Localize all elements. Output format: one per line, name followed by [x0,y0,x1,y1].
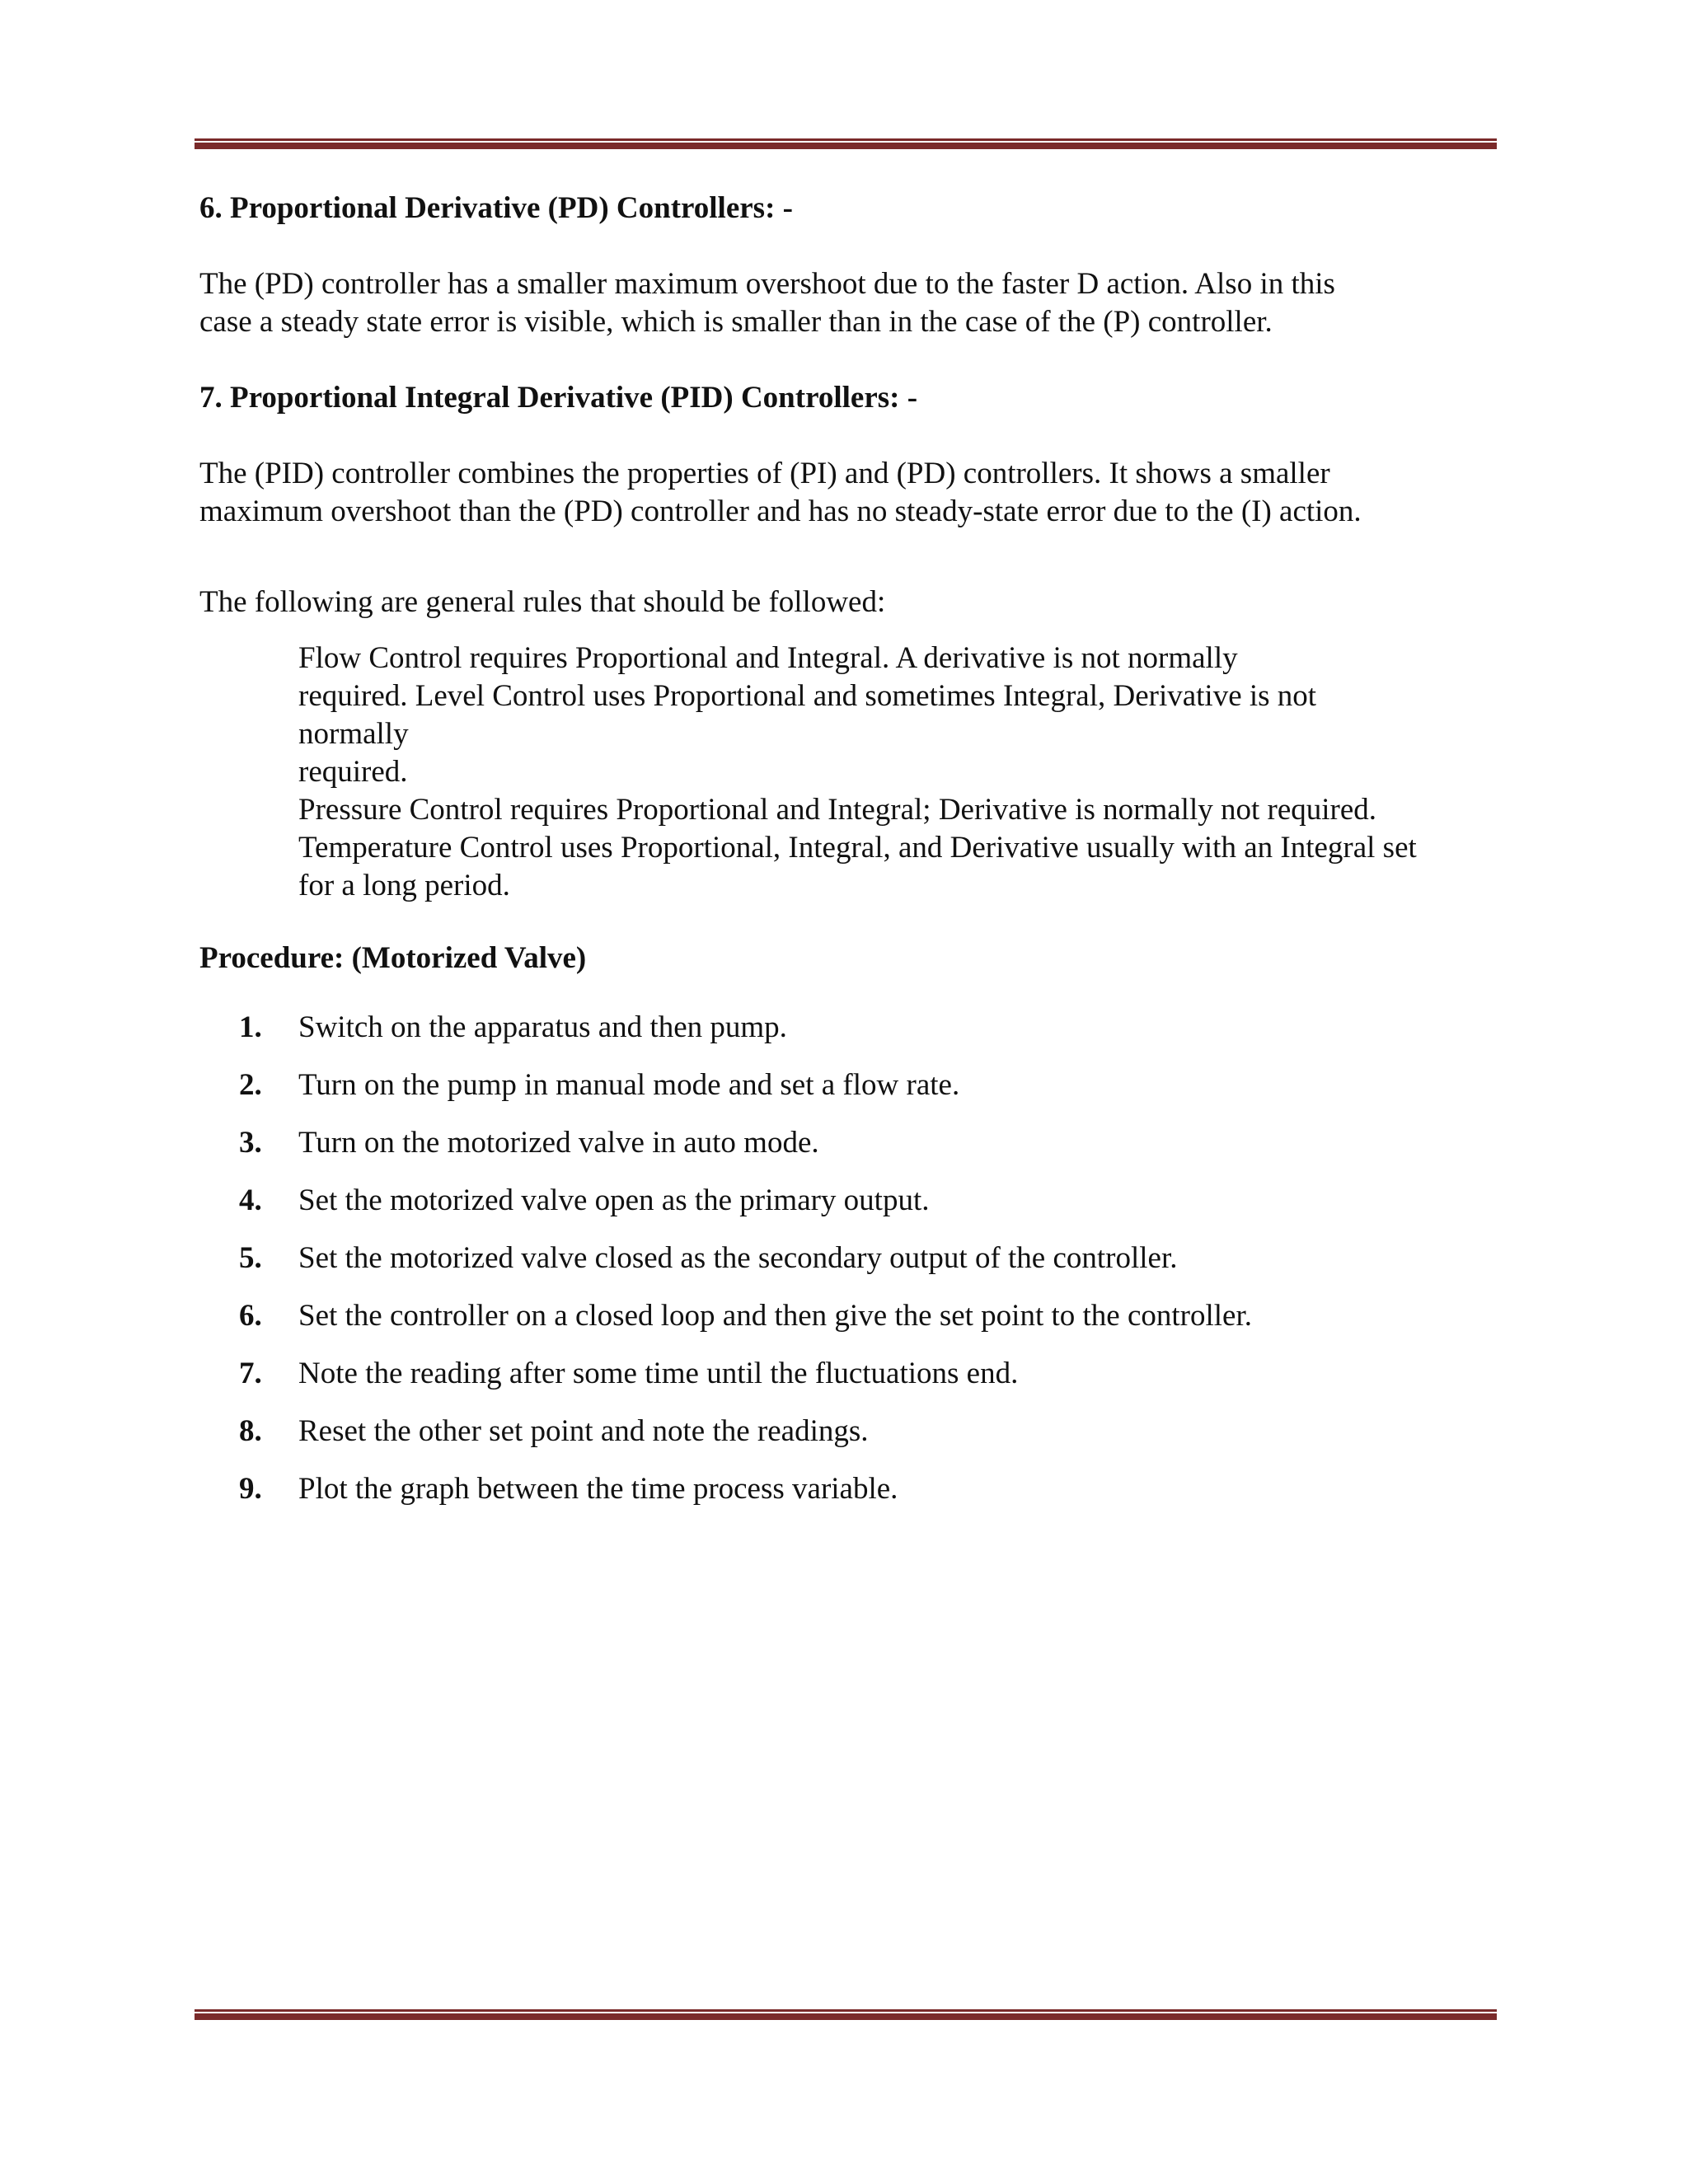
procedure-step [239,1355,1475,1413]
footer-rule-thick-line [195,2013,1497,2020]
procedure-step [239,1413,1475,1470]
step-number: 2. [239,1068,262,1102]
procedure-step [239,1470,1475,1528]
header-rule [195,138,1497,150]
step-text: Switch on the apparatus and then pump. [298,1010,787,1044]
general-rules-line-5: Pressure Control requires Proportional and Integral; Derivative is normally not required. [298,793,1377,827]
step-number: 3. [239,1126,262,1160]
section-6-paragraph [199,265,1485,341]
procedure-step [239,1009,1475,1066]
procedure-heading: Procedure: (Motorized Valve) [199,941,587,975]
general-rules-line-1: Flow Control requires Proportional and Integral. A derivative is not normally [298,641,1238,675]
header-rule-thin-line [195,138,1497,141]
footer-rule [195,2009,1497,2021]
step-number: 1. [239,1010,262,1044]
procedure-step [239,1297,1475,1355]
step-text: Plot the graph between the time process variable. [298,1472,898,1506]
step-text: Turn on the pump in manual mode and set a flow rate. [298,1068,960,1102]
section-7-paragraph [199,455,1485,531]
step-text: Set the motorized valve closed as the secondary output of the controller. [298,1241,1178,1275]
procedure-step [239,1124,1475,1182]
section-7-heading: 7. Proportional Integral Derivative (PID) Controllers: - [199,381,918,415]
general-rules-line-2: required. Level Control uses Proportional and sometimes Integral, Derivative is not [298,679,1317,713]
procedure-step [239,1240,1475,1297]
section-6-heading: 6. Proportional Derivative (PD) Controllers: - [199,191,793,225]
general-rules-list [298,640,1477,905]
general-rules-line-7: for a long period. [298,869,510,902]
procedure-steps [239,1009,1475,1528]
general-rules-line-3: normally [298,717,409,751]
section-6-line-2: case a steady state error is visible, which is smaller than in the case of the (P) controller. [199,305,1273,339]
step-number: 5. [239,1241,262,1275]
step-text: Set the motorized valve open as the primary output. [298,1183,930,1217]
general-rules-intro: The following are general rules that should be followed: [199,585,886,619]
general-rules-line-6: Temperature Control uses Proportional, Integral, and Derivative usually with an Integral set [298,831,1417,865]
step-text: Turn on the motorized valve in auto mode. [298,1126,819,1160]
general-rules-line-4: required. [298,755,408,789]
footer-rule-thin-line [195,2009,1497,2012]
step-text: Reset the other set point and note the readings. [298,1414,869,1448]
section-6-line-1: The (PD) controller has a smaller maximum overshoot due to the faster D action. Also in this [199,267,1335,301]
section-7-line-1: The (PID) controller combines the properties of (PI) and (PD) controllers. It shows a smaller [199,457,1330,490]
step-number: 8. [239,1414,262,1448]
step-number: 9. [239,1472,262,1506]
step-number: 6. [239,1299,262,1333]
procedure-step [239,1182,1475,1240]
step-number: 4. [239,1183,262,1217]
step-text: Note the reading after some time until the fluctuations end. [298,1357,1019,1390]
step-text: Set the controller on a closed loop and then give the set point to the controller. [298,1299,1252,1333]
section-7-line-2: maximum overshoot than the (PD) controller and has no steady-state error due to the (I) action. [199,494,1362,528]
header-rule-thick-line [195,143,1497,149]
step-number: 7. [239,1357,262,1390]
procedure-step [239,1066,1475,1124]
